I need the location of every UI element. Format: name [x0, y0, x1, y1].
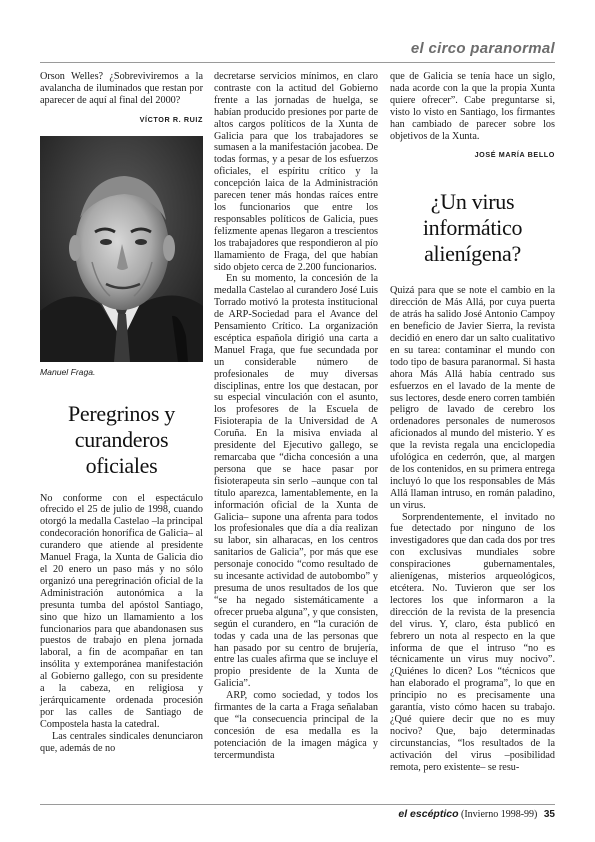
column-2 [214, 71, 378, 762]
footer-rule [40, 804, 555, 805]
col3-paragraph-2: Sorprendentemente, el invitado no fue detectado por ninguno de los investigadores que dan cada dos por tres con exclusivas mundiales sobre conspiraciones gubernamentales, alienígenas, misterios arqueológicos, etcétera. No. Tuvieron que ser los lectores los que informaron a la dirección de la revista de la presencia del virus. Y, claro, ésta publicó en febrero un nota al respecto en la que informa de que el intruso “no es técnicamente un virus muy nocivo”. ¿Quiénes lo dicen? Los “técnicos que han elaborado el programa”, lo que en principio no es precisamente una garantía, visto cómo hacen su trabajo. ¿Qué quiere decir que no es muy nocivo? Que, bajo determinadas circunstancias, “los resultados de la activación del virus –posibilidad remota, pero existente– se resu- [390, 511, 555, 773]
col2-paragraph-1: decretarse servicios mínimos, en claro contraste con la actitud del Gobierno frente a las jornadas de huelga, se habían producido presiones por parte de altos cargos políticos de la Xunta de Galicia para que los trabajadores se sumasen a la manifestación jacobea. De todas formas, y a pesar de los esfuerzos oficiales, el espíritu crítico y la concepción laica de la Administración parecen tener más hondas raíces entre los funcionarios que entre los responsables políticos de Galicia, pues felizmente apenas llegaron a trescientos los trabajadores que respondieron al pío llamamiento de Fraga, del que habían sido objeto cerca de 2.200 funcionarios. [214, 71, 378, 273]
headline-peregrinos: Peregrinos y curanderos oficiales [68, 400, 175, 478]
signature-jose-maria-bello: JOSÉ MARÍA BELLO [474, 150, 555, 160]
portrait-photo [40, 136, 203, 362]
col3-intro-text: que de Galicia se tenía hace un siglo, nada acorde con la que la propia Xunta quiere ofrecer”. Cabe preguntarse si, visto lo visto en Santiago, los firmantes han cambiado de parecer sobre los objetivos de la Xunta. [390, 71, 555, 142]
col3-paragraph-1: Quizá para que se note el cambio en la dirección de Más Allá, por cuya puerta de atrás ha salido José Antonio Campoy en beneficio de Javier Sierra, la revista decidió en enero dar un salto cualitativo en su tarea: contaminar el mundo con todo tipo de basura paranormal. Si hasta ahora Más Allá había centrado sus esfuerzos en el lavado de la mente de sus lectores, desde enero corren también peligro de lavado de cerebro los ordenadores personales de numerosos aficionados al mundo del misterio. Y es que la revista regala una enciclopedia ufológica en cederrón, que, al margen de los contenidos, en su primera entrega incluyó lo que los responsables de Más Allá llaman intruso, en román paladino, un virus. [390, 285, 555, 511]
page-footer [398, 808, 555, 820]
header-rule [40, 62, 555, 63]
page-number: 35 [543, 809, 555, 820]
column-1 [40, 71, 203, 754]
footer-issue: (Invierno 1998-99) [461, 809, 538, 820]
col1-paragraph-1: No conforme con el espectáculo ofrecido el 25 de julio de 1998, cuando otorgó la medalla Castelao –la principal condecoración honorífica de Galicia– al curandero que atiende al presidente Manuel Fraga, la Xunta de Galicia dio el 20 enero un paso más y no sólo organizó una peregrinación oficial de la Administración autonómica a la presunta tumba del apóstol Santiago, sino que hizo un llamamiento a los funcionarios para que abandonasen sus puestos de trabajo en plena jornada laboral, a fin de acompañar en tan insólita y extemporánea manifestación al Gobierno gallego, con su presidente a la cabeza, en religiosa y jerárquicamente ordenada procesión por las calles de Santiago de Compostela hasta la catedral. [40, 492, 203, 730]
running-head: el circo paranormal [410, 40, 555, 57]
col1-intro-text: Orson Welles? ¿Sobreviviremos a la avalancha de iluminados que restan por aparecer de aquí al final del 2000? [40, 71, 203, 106]
signature-victor-ruiz: VÍCTOR R. RUIZ [139, 114, 203, 124]
headline-virus: ¿Un virus informático alienígena? [422, 189, 523, 267]
col1-paragraph-2: Las centrales sindicales denunciaron que, además de no [40, 730, 203, 754]
photo-caption: Manuel Fraga. [40, 366, 96, 377]
footer-brand: el escéptico [398, 808, 459, 820]
col2-paragraph-2: En su momento, la concesión de la medalla Castelao al curandero José Luis Torrado motivó la protesta institucional de ARP-Sociedad para el Avance del Pensamiento Crítico. La organización escéptica española dirigió una carta a Manuel Fraga, que fue secundada por un considerable número de profesionales de muy diversas disciplinas, entre los que destacan, por su especial vinculación con el asunto, los profesores de la Escuela de Fisioterapia de la Universidad de A Coruña. En la misiva enviada al presidente del Ejecutivo gallego, se remarcaba que “dicha concesión a una persona que se hace pasar por fisioterapeuta sin serlo –aunque con tal título aparezca, lamentablemente, en la información oficial de la Xunta de Galicia– supone una afrenta para todos los profesionales que día a día realizan su labor, sin alharacas, en los centros sanitarios de Galicia”, por más que ese personaje conocido “como resultado de su incesante actividad de autobombo” y presuma de unos resultados de los que “se ha negado sistemáticamente a ofrecer prueba alguna”, y que consisten, según el curandero, en “la curación de todas y cada una de las personas que han pasado por su centro de brujería, entre las cuales afirma que se incluye el propio presidente de la Xunta de Galicia”. [214, 273, 378, 690]
col2-paragraph-3: ARP, como sociedad, y todos los firmantes de la carta a Fraga señalaban que “la consecuencia principal de la concesión de esa medalla es la potenciación de la imagen mágica y tercermundista [214, 690, 378, 761]
column-3 [390, 71, 555, 774]
